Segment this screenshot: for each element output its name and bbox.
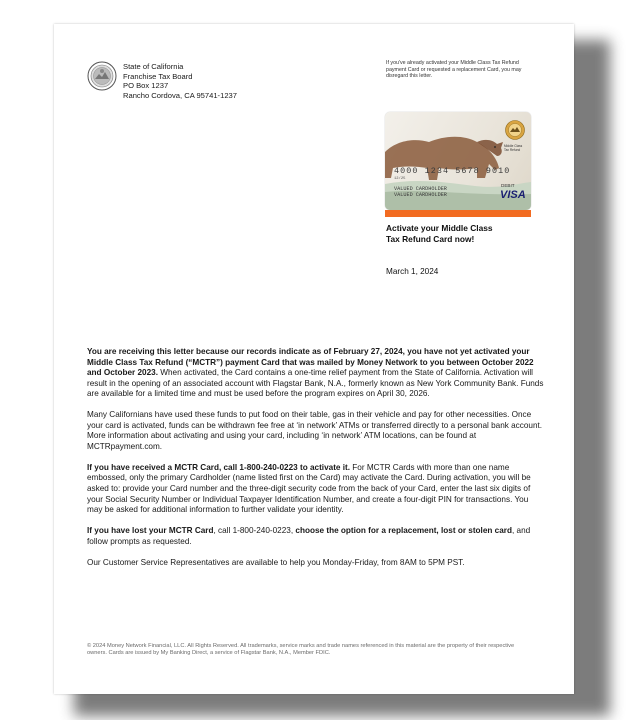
legal-footer: © 2024 Money Network Financial, LLC. All Rights Reserved. All trademarks, service marks and trade names referenced in this material are the property of their respective owners. Cards are issued by My Banking Direct, a service of Flagstar Bank, N.A., Member FDIC. [87,643,515,656]
activate-callout-line: Tax Refund Card now! [386,233,475,244]
sender-line: PO Box 1237 [123,81,169,91]
activate-callout [386,223,531,244]
letter-body [87,347,544,579]
paragraph-status [87,347,544,400]
card-expiry: 12/25 [394,177,406,181]
paragraph-lost-card [87,526,544,547]
activate-callout-line: Activate your Middle Class [386,223,493,233]
sender-line: State of California [123,62,184,71]
state-seal-icon [87,61,117,91]
paragraph-support: Our Customer Service Representatives are available to help you Monday-Friday, from 8AM to 5PM PST. [87,557,465,567]
card-debit-label: DEBIT [501,183,515,188]
paragraph-bold: You are receiving this letter because our records indicate as of February 27, 2024, you have not yet activated your Middle Class Tax Refund (“MCTR”) payment Card that was mailed by Money Network to you between October 2022 and October 2023. [87,347,534,378]
paragraph-text: , and follow prompts as requested. [87,526,531,546]
card-brand-name [504,145,522,153]
paragraph-usage: Many Californians have used these funds to put food on their table, gas in their vehicle and pay for other necessities. Once your card is activated, funds can be withdrawn fee free at ‘in network’ ATMs or transferred directly to a personal bank account. More information about activating and using your card, including ‘in network’ ATM locations, can be found at MCTRpayment.com. [87,410,543,451]
card-holder-name [394,186,447,198]
accent-bar [385,210,531,217]
card-holder-line: VALUED CARDHOLDER [394,186,447,192]
paragraph-text: When activated, the Card contains a one-time relief payment from the State of California. Activation will result in the opening of an associated account with Flagstar Bank, N.A., formerly known as New York Community Bank. Funds are available for a limited time and must be used before the program expires on April 30, 2026. [87,368,544,399]
letter-page [54,24,574,694]
paragraph-bold: choose the option for a replacement, lost or stolen card [295,526,512,536]
card-brand-line: Tax Refund [504,147,521,152]
card-number: 4000 1234 5678 9010 [394,166,511,176]
sender-line: Franchise Tax Board [123,71,193,81]
paragraph-bold: If you have received a MCTR Card, call 1-800-240-0223 to activate it. [87,462,351,472]
letter-date: March 1, 2024 [386,267,439,276]
card-holder-line: VALUED CARDHOLDER [394,192,447,198]
paragraph-text: , call 1-800-240-0223, [213,526,296,536]
sender-address [123,62,237,100]
disregard-notice: If you've already activated your Middle Class Tax Refund payment Card or requested a replacement Card, you may disregard this letter. [386,60,522,80]
sender-line: Rancho Cordova, CA 95741-1237 [123,90,237,100]
paragraph-text: For MCTR Cards with more than one name embossed, only the primary Cardholder (name listed first on the Card) may activate the Card. During activation, you will be asked to: provide your Card number and the three-digit security code from the back of your Card, enter the last six digits of your Social Security Number or Individual Taxpayer Identification Number, and create a four-digit PIN for transactions. You may be asked for additional information to further validate your identity. [87,462,531,515]
visa-logo: VISA [500,189,526,201]
card-seal-icon [505,120,525,140]
paragraph-bold: If you have lost your MCTR Card [87,526,214,536]
mctr-card-image [385,112,531,210]
card-brand-line: Middle Class [504,144,523,148]
paragraph-activate [87,463,544,516]
